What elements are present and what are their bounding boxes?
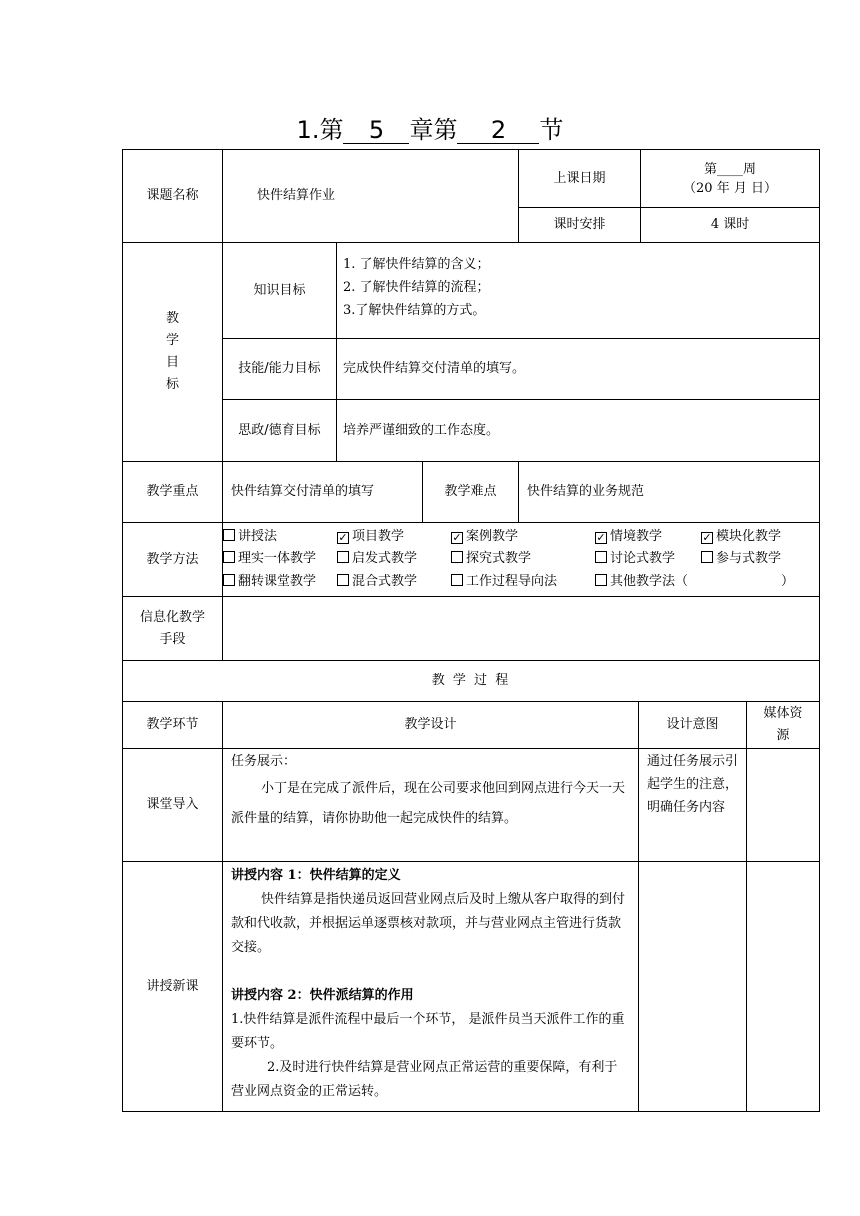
new-lesson-intent: [639, 862, 747, 1112]
checkbox[interactable]: ✓: [452, 530, 462, 544]
intro-intent: 通过任务展示引起学生的注意，明确任务内容: [639, 749, 747, 862]
class-hours-label: 课时安排: [519, 208, 641, 243]
course-name-label: 课题名称: [123, 150, 223, 243]
intro-heading: 任务展示：: [231, 754, 297, 769]
content-1-body: 快件结算是指快递员返回营业网点后及时上缴从客户取得的到付款和代收款，并根据运单逐票核对款项，并与营业网点主管进行货款交接。: [231, 892, 626, 955]
process-table: [122, 701, 820, 1112]
checkbox[interactable]: [451, 551, 463, 563]
checkbox[interactable]: [223, 529, 235, 541]
checkbox[interactable]: ✓: [596, 530, 606, 544]
key-point-value: 快件结算交付清单的填写: [223, 462, 423, 523]
intro-stage-label: 课堂导入: [123, 749, 223, 862]
checkbox[interactable]: [337, 551, 349, 563]
col-intent-header: 设计意图: [639, 702, 747, 749]
new-lesson-design: [223, 862, 639, 1112]
method-option[interactable]: ✓ 情境教学: [596, 528, 663, 544]
moral-goal-label: 思政/德育目标: [223, 400, 337, 462]
method-option[interactable]: 混合式教学: [337, 571, 417, 594]
lesson-info-table: [122, 149, 820, 702]
method-option[interactable]: 参与式教学: [701, 548, 781, 571]
date-line: （20 年 月 日）: [683, 180, 777, 196]
process-title: 教 学 过 程: [123, 661, 820, 702]
key-point-label: 教学重点: [123, 462, 223, 523]
it-means-label: 信息化教学手段: [123, 597, 223, 661]
method-option[interactable]: ✓ 案例教学: [452, 528, 519, 544]
class-date-label: 上课日期: [519, 150, 641, 208]
checkbox[interactable]: [223, 551, 235, 563]
moral-goal-value: 培养严谨细致的工作态度。: [337, 400, 820, 462]
new-lesson-stage-label: 讲授新课: [123, 862, 223, 1112]
method-option[interactable]: ✓ 模块化教学: [702, 528, 782, 544]
checkbox[interactable]: [701, 551, 713, 563]
date-week: 第____周: [704, 161, 757, 177]
method-option[interactable]: 翻转课堂教学: [223, 571, 316, 594]
method-option[interactable]: ✓ 项目教学: [338, 528, 405, 544]
title-prefix: 1.第: [296, 116, 344, 144]
checkbox[interactable]: [337, 574, 349, 586]
class-hours-value: 4 课时: [641, 208, 820, 243]
skill-goal-label: 技能/能力目标: [223, 339, 337, 400]
knowledge-item: 2. 了解快件结算的流程；: [343, 280, 490, 295]
method-option[interactable]: 工作过程导向法: [451, 571, 557, 594]
difficulty-value: 快件结算的业务规范: [519, 462, 820, 523]
class-date-value: [641, 150, 820, 208]
knowledge-item: 1. 了解快件结算的含义；: [343, 257, 490, 272]
checkbox[interactable]: [595, 574, 607, 586]
title-mid: 章第: [409, 116, 458, 144]
knowledge-item: 3.了解快件结算的方式。: [343, 303, 486, 318]
checkbox[interactable]: [595, 551, 607, 563]
content-2-point-1: 1.快件结算是派件流程中最后一个环节， 是派件员当天派件工作的重要环节。: [231, 1012, 625, 1051]
intro-body: 小丁是在完成了派件后，现在公司要求他回到网点进行今天一天派件量的结算，请你协助他一起完成快件的结算。: [231, 781, 626, 826]
col-design-header: 教学设计: [223, 702, 639, 749]
method-option[interactable]: 理实一体教学: [223, 548, 316, 571]
page-title: [0, 110, 860, 145]
content-2-point-2: 2.及时进行快件结算是营业网点正常运营的重要保障，有利于营业网点资金的正常运转。: [231, 1060, 618, 1099]
content-1-heading: 讲授内容 1：快件结算的定义: [231, 868, 401, 883]
method-option[interactable]: 探究式教学: [451, 548, 531, 571]
difficulty-label: 教学难点: [423, 462, 519, 523]
new-lesson-media: [747, 862, 820, 1112]
intro-media: [747, 749, 820, 862]
skill-goal-value: 完成快件结算交付清单的填写。: [337, 339, 820, 400]
it-means-value: [223, 597, 820, 661]
method-option[interactable]: 启发式教学: [337, 548, 417, 571]
col-stage-header: 教学环节: [123, 702, 223, 749]
title-suffix: 节: [539, 116, 564, 144]
checkbox[interactable]: ✓: [702, 530, 712, 544]
checkbox[interactable]: ✓: [338, 530, 348, 544]
checkbox[interactable]: [223, 574, 235, 586]
knowledge-goal-list: [337, 243, 820, 339]
method-option[interactable]: 其他教学法（: [595, 571, 688, 594]
objectives-label: 教学目标: [123, 243, 223, 462]
checkbox[interactable]: [451, 574, 463, 586]
knowledge-goal-label: 知识目标: [223, 243, 337, 339]
section-number: 2: [457, 117, 539, 144]
methods-checklist: [223, 523, 820, 597]
chapter-number: 5: [343, 117, 409, 144]
intro-design: [223, 749, 639, 862]
col-media-header: 媒体资源: [747, 702, 820, 749]
method-option[interactable]: 讲授法: [223, 526, 277, 549]
course-name-value: 快件结算作业: [223, 150, 519, 243]
methods-label: 教学方法: [123, 523, 223, 597]
method-option[interactable]: 讨论式教学: [595, 548, 675, 571]
other-method-close: ）: [781, 573, 795, 589]
content-2-heading: 讲授内容 2：快件派结算的作用: [231, 988, 414, 1003]
